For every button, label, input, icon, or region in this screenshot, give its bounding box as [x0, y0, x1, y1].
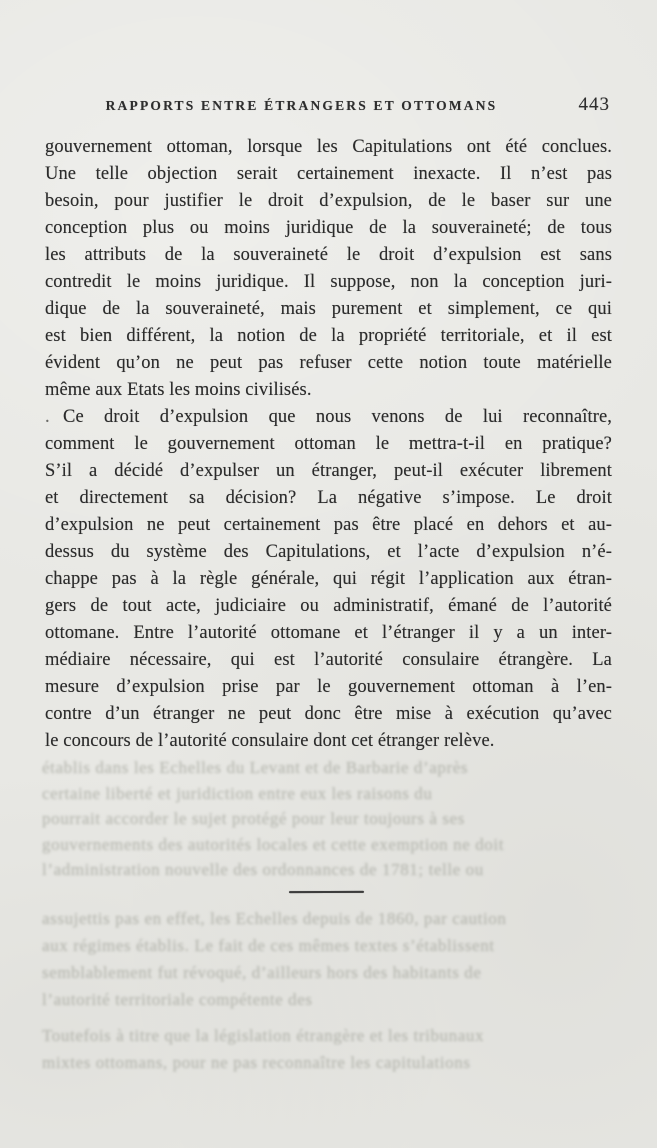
bleedthrough-line: mixtes ottomans, pour ne pas reconnaître les capitulations	[42, 1053, 471, 1072]
bleedthrough-region-upper	[42, 755, 617, 883]
text-block	[45, 134, 612, 755]
text-line: même aux Etats les moins civilisés.	[45, 380, 312, 400]
text-line: S’il a décidé d’expulser un étranger, peut-il exécuter librement	[45, 461, 612, 481]
bleedthrough-line: Toutefois à titre que la législation étrangère et les tribunaux	[42, 1026, 485, 1045]
text-line: Une telle objection serait certainement inexacte. Il n’est pas	[45, 164, 612, 184]
text-line: gouvernement ottoman, lorsque les Capitulations ont été conclues.	[45, 137, 612, 157]
running-header	[45, 94, 612, 120]
text-line: comment le gouvernement ottoman le mettra-t-il en pratique?	[45, 434, 612, 454]
text-line: évident qu’on ne peut pas refuser cette notion toute matérielle	[45, 353, 612, 373]
text-line: mesure d’expulsion prise par le gouvernement ottoman à l’en-	[45, 677, 612, 697]
text-line: les attributs de la souveraineté le droit d’expulsion est sans	[45, 245, 612, 265]
running-header-title: RAPPORTS ENTRE ÉTRANGERS ET OTTOMANS	[105, 98, 498, 113]
bleedthrough-line: assujettis pas en effet, les Echelles depuis de 1860, par caution	[42, 909, 507, 928]
text-line: médiaire nécessaire, qui est l’autorité consulaire étrangère. La	[45, 650, 612, 670]
text-line: le concours de l’autorité consulaire dont cet étranger relève.	[45, 731, 495, 751]
bleedthrough-line: semblablement fut révoqué, d’ailleurs hors des habitants de	[42, 963, 482, 982]
page-number: 443	[578, 94, 610, 115]
bleedthrough-region-lower	[42, 905, 617, 1076]
print-artifact-dot: .	[45, 407, 50, 427]
bleedthrough-line: certaine liberté et juridiction entre eux les raisons du	[42, 783, 433, 803]
text-line: contre d’un étranger ne peut donc être mise à exécution qu’avec	[45, 704, 612, 724]
bleedthrough-line: pourrait accorder le sujet protégé pour leur toujours à ses	[42, 809, 465, 828]
text-line: contredit le moins juridique. Il suppose, non la conception juri-	[45, 272, 612, 292]
text-line-content: Ce droit d’expulsion que nous venons de lui reconnaître,	[63, 407, 612, 427]
text-line	[45, 404, 612, 431]
text-line: d’expulsion ne peut certainement pas être placé en dehors et au-	[45, 515, 612, 535]
text-line: ottomane. Entre l’autorité ottomane et l’étranger il y a un inter-	[45, 623, 612, 643]
bleedthrough-line: l’autorité territoriale compétente des	[42, 990, 313, 1009]
bleedthrough-line: l’administration nouvelle des ordonnances de 1781; telle ou	[42, 860, 484, 879]
text-line: chappe pas à la règle générale, qui régit l’application aux étran-	[45, 569, 612, 589]
text-line: gers de tout acte, judiciaire ou administratif, émané de l’autorité	[45, 596, 612, 616]
text-line: et directement sa décision? La négative s’impose. Le droit	[45, 488, 612, 508]
bleedthrough-line: établis dans les Echelles du Levant et de Barbarie d’après	[42, 758, 469, 777]
bleedthrough-line: aux régimes établis. Le fait de ces mêmes textes s’établissent	[42, 936, 495, 955]
text-line: conception plus ou moins juridique de la souveraineté; de tous	[45, 218, 612, 238]
paragraph	[45, 134, 612, 404]
section-divider-rule	[289, 891, 364, 893]
paragraph	[45, 404, 612, 755]
text-line: dique de la souveraineté, mais purement et simplement, ce qui	[45, 299, 612, 319]
text-line: dessus du système des Capitulations, et l’acte d’expulsion n’é-	[45, 542, 612, 562]
bleedthrough-line: gouvernements des autorités locales et cette exemption ne doit	[42, 834, 505, 854]
text-line: est bien différent, la notion de la propriété territoriale, et il est	[45, 326, 612, 346]
text-line: besoin, pour justifier le droit d’expulsion, de le baser sur une	[45, 191, 612, 211]
bleedthrough-line	[42, 1013, 617, 1022]
